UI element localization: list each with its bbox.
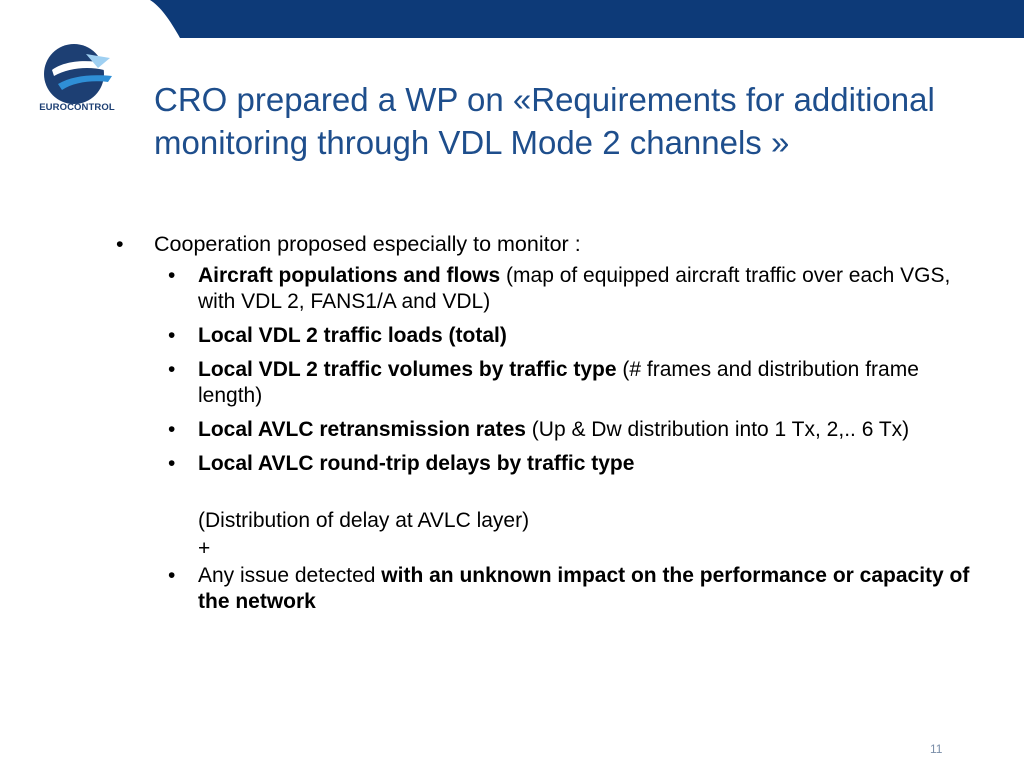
list-item — [168, 263, 978, 315]
list-item — [168, 417, 978, 443]
item-text: (# frames and distribution frame length) — [198, 358, 919, 407]
note-line: (Distribution of delay at AVLC layer) — [198, 509, 530, 532]
bullet-marker: • — [168, 418, 176, 441]
bullet-marker: • — [168, 324, 176, 347]
item-bold-text: Local VDL 2 traffic volumes by traffic type — [198, 358, 617, 381]
bullet-marker: • — [168, 358, 176, 381]
list-item — [168, 323, 978, 349]
bullet-marker: • — [116, 232, 124, 256]
list-item — [168, 563, 978, 615]
list-item — [168, 357, 978, 409]
item-bold-text: Local AVLC round-trip delays by traffic type — [198, 452, 635, 475]
header-band — [0, 0, 1024, 38]
item-bold-text: Local VDL 2 traffic loads (total) — [198, 324, 507, 347]
item-bold-text: Local AVLC retransmission rates — [198, 418, 526, 441]
plus-line: + — [198, 537, 211, 560]
slide-content — [116, 231, 996, 623]
spacer — [116, 485, 996, 507]
slide-title: CRO prepared a WP on «Requirements for additional monitoring through VDL Mode 2 channels » — [154, 81, 935, 161]
bullet-marker: • — [168, 452, 176, 475]
item-text: (map of equipped aircraft traffic over each VGS, with VDL 2, FANS1/A and VDL) — [198, 264, 951, 313]
item-text: (Up & Dw distribution into 1 Tx, 2,.. 6 Tx) — [525, 418, 910, 441]
list-item — [168, 451, 978, 477]
logo-wordmark: EUROCONTROL — [39, 102, 115, 113]
item-bold-text: with an unknown impact on the performance or capacity of the network — [198, 564, 970, 613]
page-number: 11 — [930, 742, 943, 756]
bullet-marker: • — [168, 264, 176, 287]
item-text: Any issue detected — [198, 564, 382, 587]
intro-text: Cooperation proposed especially to monitor : — [154, 232, 581, 256]
bullet-marker: • — [168, 564, 176, 587]
item-bold-text: Aircraft populations and flows — [198, 264, 501, 287]
intro-bullet — [116, 231, 996, 257]
